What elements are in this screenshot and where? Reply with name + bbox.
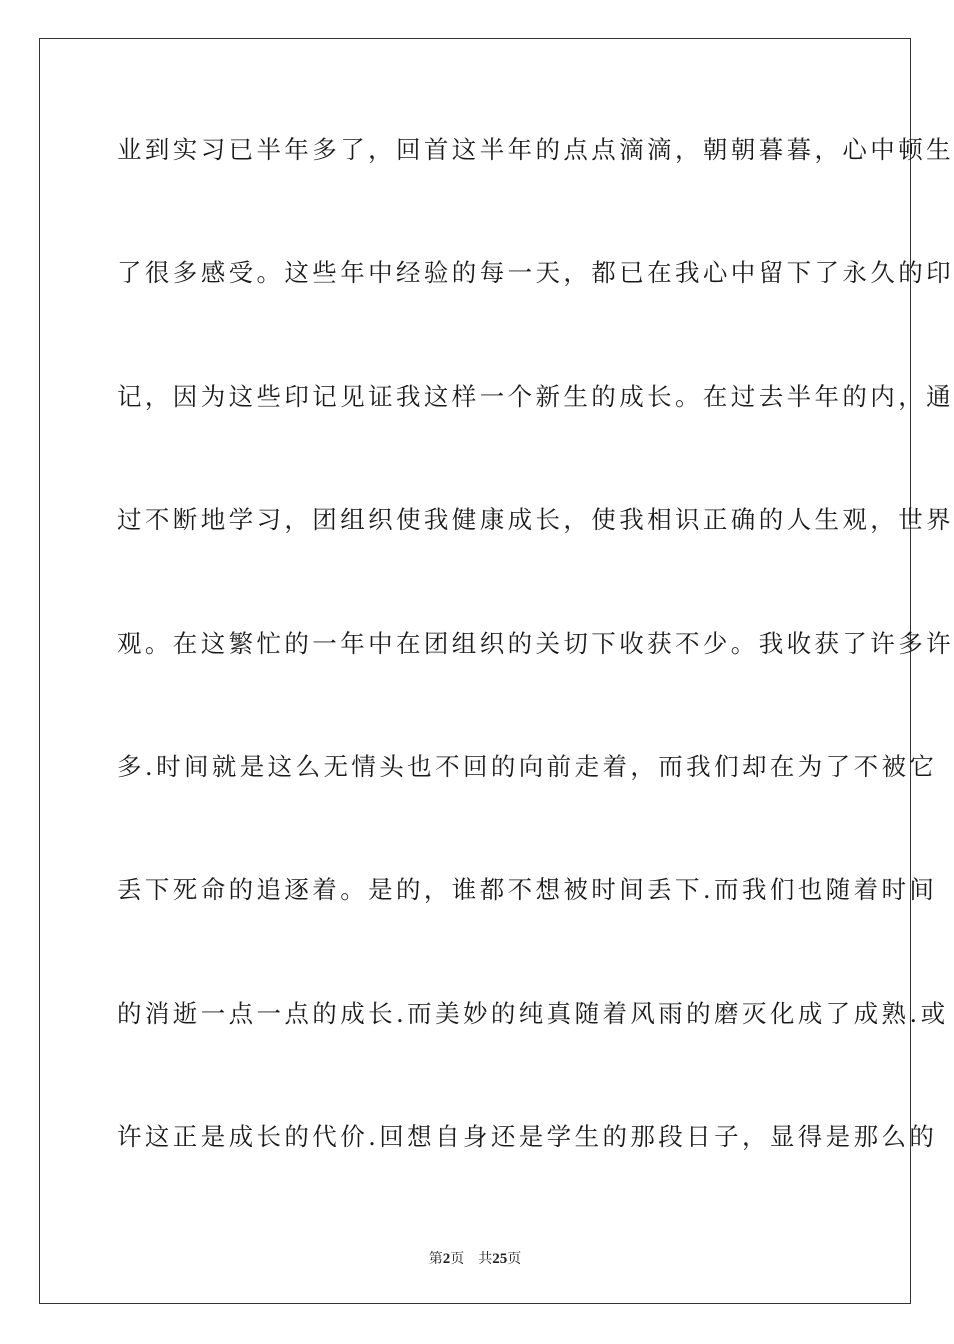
text-line: 丢下死命的追逐着。是的，谁都不想被时间丢下.而我们也随着时间: [117, 875, 938, 905]
text-line: 许这正是成长的代价.回想自身还是学生的那段日子，显得是那么的: [117, 1122, 938, 1152]
page-footer: [0, 1248, 950, 1268]
page-suffix: 页: [450, 1251, 465, 1267]
total-prefix: 共: [478, 1251, 493, 1267]
text-line: 记，因为这些印记见证我这样一个新生的成长。在过去半年的内，通: [117, 381, 954, 411]
page-prefix: 第: [428, 1251, 443, 1267]
text-line: 业到实习已半年多了，回首这半年的点点滴滴，朝朝暮暮，心中顿生: [117, 135, 954, 164]
text-line: 多.时间就是这么无情头也不回的向前走着，而我们却在为了不被它: [117, 751, 938, 781]
total-pages: 25: [492, 1251, 508, 1267]
text-line: 过不断地学习，团组织使我健康成长，使我相识正确的人生观，世界: [117, 505, 954, 535]
text-line: 观。在这繁忙的一年中在团组织的关切下收获不少。我收获了许多许: [117, 628, 954, 658]
text-line: 的消逝一点一点的成长.而美妙的纯真随着风雨的磨灭化成了成熟.或: [117, 998, 949, 1028]
text-line: 了很多感受。这些年中经验的每一天，都已在我心中留下了永久的印: [117, 258, 954, 288]
page-number: 2: [442, 1251, 451, 1267]
total-suffix: 页: [507, 1251, 522, 1267]
document-body: [117, 128, 954, 1239]
